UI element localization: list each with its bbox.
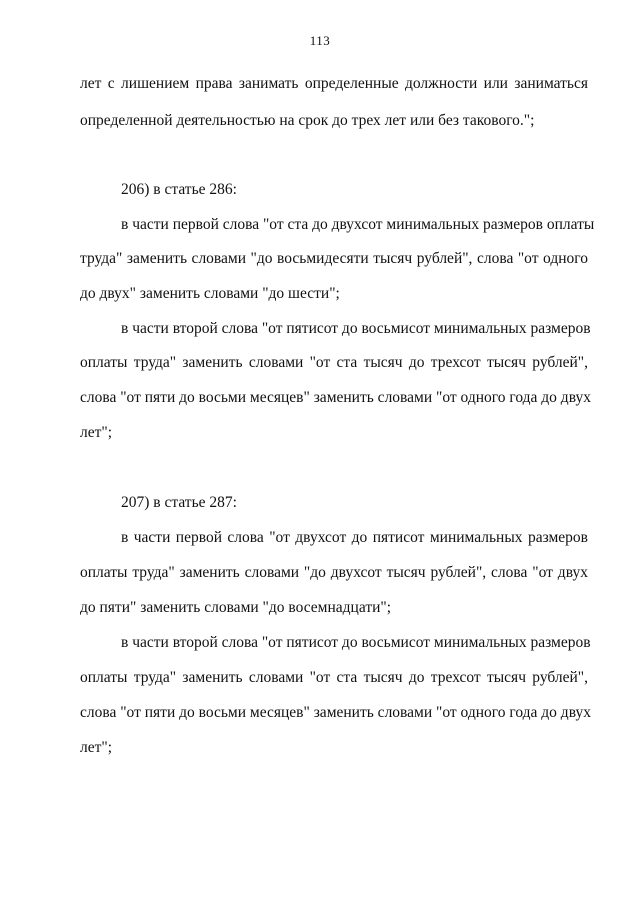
item-206-part2-line2: оплаты труда" заменить словами "от ста тысяч до трехсот тысяч рублей", [80, 354, 588, 371]
page-number: 113 [309, 33, 331, 48]
item-207-part2-line4: лет"; [80, 739, 113, 756]
item-207-heading: 207) в статье 287: [121, 494, 237, 511]
item-207-part2-line1: в части второй слова "от пятисот до восьмисот минимальных размеров [121, 634, 591, 651]
item-206-part1-line2: труда" заменить словами "до восьмидесяти тысяч рублей", слова "от одного [80, 250, 588, 267]
item-207-part2-line2: оплаты труда" заменить словами "от ста тысяч до трехсот тысяч рублей", [80, 669, 588, 686]
item-207-part1-line3: до пяти" заменить словами "до восемнадцати"; [80, 599, 392, 616]
item-206-part1-line3: до двух" заменить словами "до шести"; [80, 285, 340, 302]
item-206-part1-line1: в части первой слова "от ста до двухсот минимальных размеров оплаты [121, 216, 595, 233]
item-207-part1-line1: в части первой слова "от двухсот до пятисот минимальных размеров [121, 529, 588, 546]
item-207-part2-line3: слова "от пяти до восьми месяцев" заменить словами "от одного года до двух [80, 704, 591, 721]
item-206-heading: 206) в статье 286: [121, 181, 237, 198]
item-206-part2-line1: в части второй слова "от пятисот до восьмисот минимальных размеров [121, 320, 591, 337]
item-207-part1-line2: оплаты труда" заменить словами "до двухсот тысяч рублей", слова "от двух [80, 564, 588, 581]
item-206-part2-line3: слова "от пяти до восьми месяцев" заменить словами "от одного года до двух [80, 389, 591, 406]
item-206-part2-line4: лет"; [80, 424, 113, 441]
text-line-continuation-2: определенной деятельностью на срок до трех лет или без такового."; [80, 112, 535, 129]
text-line-continuation-1: лет с лишением права занимать определенные должности или заниматься [80, 75, 588, 92]
